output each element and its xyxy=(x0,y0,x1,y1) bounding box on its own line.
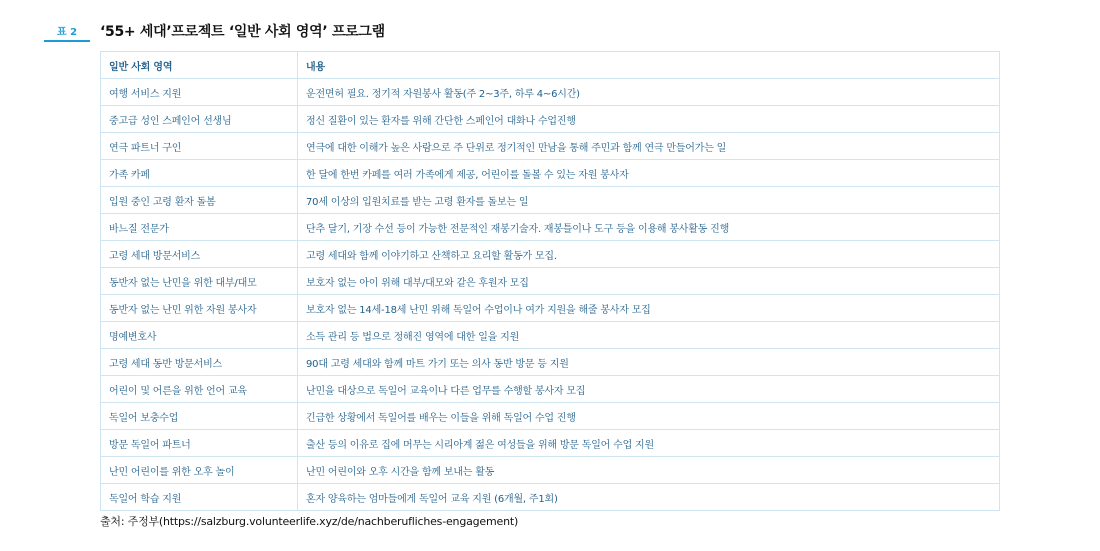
program-area-cell: 여행 서비스 지원 xyxy=(101,79,298,106)
program-description-cell: 70세 이상의 입원치료를 받는 고령 환자를 돌보는 일 xyxy=(298,187,1000,214)
program-description-cell: 난민을 대상으로 독일어 교육이나 다른 업무를 수행할 봉사자 모집 xyxy=(298,376,1000,403)
table-caption xyxy=(44,20,1004,44)
table-row xyxy=(101,349,1000,376)
table-row xyxy=(101,241,1000,268)
table-row xyxy=(101,457,1000,484)
program-description-cell: 단추 달기, 기장 수선 등이 가능한 전문적인 재봉기술자. 재봉틀이나 도구 등을 이용해 봉사활동 진행 xyxy=(298,214,1000,241)
program-table xyxy=(100,51,1000,511)
table-row xyxy=(101,133,1000,160)
program-description-cell: 긴급한 상황에서 독일어를 배우는 이들을 위해 독일어 수업 진행 xyxy=(298,403,1000,430)
table-row xyxy=(101,79,1000,106)
table-body xyxy=(101,79,1000,511)
program-area-cell: 방문 독일어 파트너 xyxy=(101,430,298,457)
table-row xyxy=(101,268,1000,295)
program-description-cell: 한 달에 한번 카페를 여러 가족에게 제공, 어린이를 돌볼 수 있는 자원 봉사자 xyxy=(298,160,1000,187)
program-description-cell: 소득 관리 등 법으로 정해진 영역에 대한 일을 지원 xyxy=(298,322,1000,349)
table-header-row xyxy=(101,52,1000,79)
program-description-cell: 고령 세대와 함께 이야기하고 산책하고 요리할 활동가 모집. xyxy=(298,241,1000,268)
program-area-cell: 입원 중인 고령 환자 돌봄 xyxy=(101,187,298,214)
program-description-cell: 출산 등의 이유로 집에 머무는 시리아계 젊은 여성들을 위해 방문 독일어 수업 지원 xyxy=(298,430,1000,457)
program-area-cell: 어린이 및 어른을 위한 언어 교육 xyxy=(101,376,298,403)
program-area-cell: 가족 카페 xyxy=(101,160,298,187)
table-number-badge: 표 2 xyxy=(44,26,90,42)
table-row xyxy=(101,430,1000,457)
table-row xyxy=(101,187,1000,214)
program-area-cell: 명예변호사 xyxy=(101,322,298,349)
program-description-cell: 보호자 없는 14세-18세 난민 위해 독일어 수업이나 여가 지원을 해줄 봉사자 모집 xyxy=(298,295,1000,322)
program-area-cell: 고령 세대 동반 방문서비스 xyxy=(101,349,298,376)
program-area-cell: 동반자 없는 난민을 위한 대부/대모 xyxy=(101,268,298,295)
program-area-cell: 동반자 없는 난민 위한 자원 봉사자 xyxy=(101,295,298,322)
column-header-area: 일반 사회 영역 xyxy=(101,52,298,79)
table-row xyxy=(101,295,1000,322)
program-area-cell: 중고급 성인 스페인어 선생님 xyxy=(101,106,298,133)
program-area-cell: 연극 파트너 구인 xyxy=(101,133,298,160)
program-description-cell: 정신 질환이 있는 환자를 위해 간단한 스페인어 대화나 수업진행 xyxy=(298,106,1000,133)
table-row xyxy=(101,484,1000,511)
program-description-cell: 난민 어린이와 오후 시간을 함께 보내는 활동 xyxy=(298,457,1000,484)
table-row xyxy=(101,214,1000,241)
program-area-cell: 바느질 전문가 xyxy=(101,214,298,241)
program-description-cell: 연극에 대한 이해가 높은 사람으로 주 단위로 정기적인 만남을 통해 주민과 함께 연극 만들어가는 일 xyxy=(298,133,1000,160)
program-description-cell: 운전면허 필요. 정기적 자원봉사 활동(주 2~3주, 하루 4~6시간) xyxy=(298,79,1000,106)
source-note: 출처: 주정부(https://salzburg.volunteerlife.xyz/de/nachberufliches-engagement) xyxy=(100,515,519,528)
table-row xyxy=(101,403,1000,430)
program-description-cell: 혼자 양육하는 엄마들에게 독일어 교육 지원 (6개월, 주1회) xyxy=(298,484,1000,511)
table-title: ‘55+ 세대’프로젝트 ‘일반 사회 영역’ 프로그램 xyxy=(100,24,385,40)
program-area-cell: 독일어 학습 지원 xyxy=(101,484,298,511)
program-area-cell: 난민 어린이를 위한 오후 놀이 xyxy=(101,457,298,484)
program-description-cell: 90대 고령 세대와 함께 마트 가기 또는 의사 동반 방문 등 지원 xyxy=(298,349,1000,376)
table-row xyxy=(101,106,1000,133)
table-row xyxy=(101,376,1000,403)
program-area-cell: 고령 세대 방문서비스 xyxy=(101,241,298,268)
column-header-content: 내용 xyxy=(298,52,1000,79)
program-area-cell: 독일어 보충수업 xyxy=(101,403,298,430)
table-row xyxy=(101,322,1000,349)
program-description-cell: 보호자 없는 아이 위해 대부/대모와 같은 후원자 모집 xyxy=(298,268,1000,295)
table-row xyxy=(101,160,1000,187)
